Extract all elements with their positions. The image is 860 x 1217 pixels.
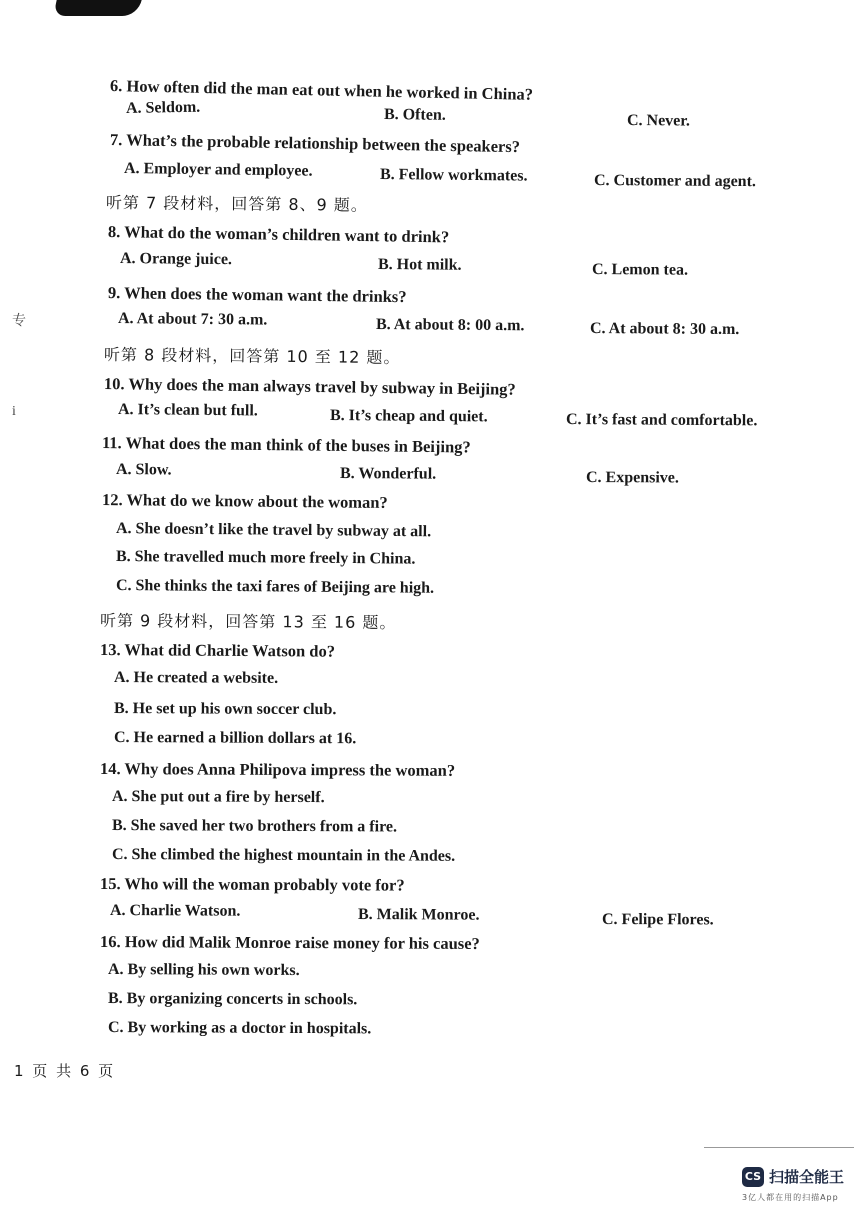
answer-option: B. Fellow workmates. — [379, 166, 528, 185]
answer-option: C. It’s fast and comfortable. — [565, 411, 758, 430]
question-text: 9. When does the woman want the drinks? — [107, 283, 407, 307]
answer-option: A. At about 7: 30 a.m. — [117, 310, 268, 329]
answer-option: A. He created a website. — [113, 669, 279, 687]
watermark-app-name: 扫描全能王 — [769, 1168, 845, 1186]
answer-option: C. Expensive. — [585, 469, 679, 487]
question-text: 10. Why does the man always travel by subway in Beijing? — [103, 374, 516, 399]
answer-option: C. He earned a billion dollars at 16. — [113, 729, 357, 748]
answer-option: A. She put out a fire by herself. — [111, 788, 325, 807]
question-text: 15. Who will the woman probably vote for? — [99, 874, 405, 895]
margin-mark: 专 — [12, 314, 26, 329]
question-text: 13. What did Charlie Watson do? — [99, 640, 336, 661]
margin-mark: i — [12, 404, 16, 419]
page-number: 1 页 共 6 页 — [14, 1062, 116, 1080]
answer-option: B. By organizing concerts in schools. — [107, 990, 358, 1009]
question-text: 6. How often did the man eat out when he worked in China? — [109, 76, 534, 104]
answer-option: A. She doesn’t like the travel by subway at all. — [115, 520, 432, 541]
question-text: 11. What does the man think of the buses in Beijing? — [101, 433, 471, 457]
answer-option: A. Slow. — [115, 461, 172, 479]
question-text: 16. How did Malik Monroe raise money for his cause? — [99, 932, 480, 953]
answer-option: A. Orange juice. — [119, 250, 233, 269]
answer-option: C. Customer and agent. — [593, 172, 756, 191]
answer-option: C. She climbed the highest mountain in the Andes. — [111, 846, 456, 865]
answer-option: C. At about 8: 30 a.m. — [589, 320, 740, 339]
answer-option: B. She travelled much more freely in China. — [115, 548, 416, 568]
watermark-tagline: 3亿人都在用的扫描App — [742, 1193, 839, 1202]
camscanner-icon: CS — [742, 1167, 764, 1187]
section-instruction: 听第 7 段材料，回答第 8、9 题。 — [105, 193, 368, 215]
answer-option: A. Charlie Watson. — [109, 902, 241, 920]
answer-option: A. Seldom. — [125, 98, 201, 117]
question-text: 14. Why does Anna Philipova impress the woman? — [99, 759, 456, 780]
answer-option: B. Malik Monroe. — [357, 906, 480, 924]
section-instruction: 听第 8 段材料，回答第 10 至 12 题。 — [103, 345, 401, 368]
answer-option: C. Never. — [626, 112, 691, 130]
answer-option: B. Hot milk. — [377, 256, 462, 274]
answer-option: B. Often. — [383, 106, 446, 124]
answer-option: C. She thinks the taxi fares of Beijing are high. — [115, 577, 435, 597]
answer-option: B. It’s cheap and quiet. — [329, 407, 488, 426]
answer-option: B. She saved her two brothers from a fire. — [111, 817, 398, 836]
answer-option: A. It’s clean but full. — [117, 401, 258, 420]
answer-option: B. He set up his own soccer club. — [113, 700, 337, 719]
answer-option: C. Lemon tea. — [591, 261, 689, 279]
scanner-watermark — [742, 1166, 844, 1187]
answer-option: A. Employer and employee. — [123, 160, 313, 180]
answer-option: C. By working as a doctor in hospitals. — [107, 1019, 372, 1038]
section-instruction: 听第 9 段材料，回答第 13 至 16 题。 — [99, 611, 397, 633]
answer-option: C. Felipe Flores. — [601, 911, 714, 929]
footer-divider — [704, 1147, 854, 1148]
answer-option: B. At about 8: 00 a.m. — [375, 316, 525, 335]
question-text: 7. What’s the probable relationship between the speakers? — [109, 130, 521, 157]
question-text: 8. What do the woman’s children want to drink? — [107, 222, 450, 247]
answer-option: A. By selling his own works. — [107, 961, 300, 980]
question-text: 12. What do we know about the woman? — [101, 490, 388, 512]
answer-option: B. Wonderful. — [339, 465, 437, 483]
